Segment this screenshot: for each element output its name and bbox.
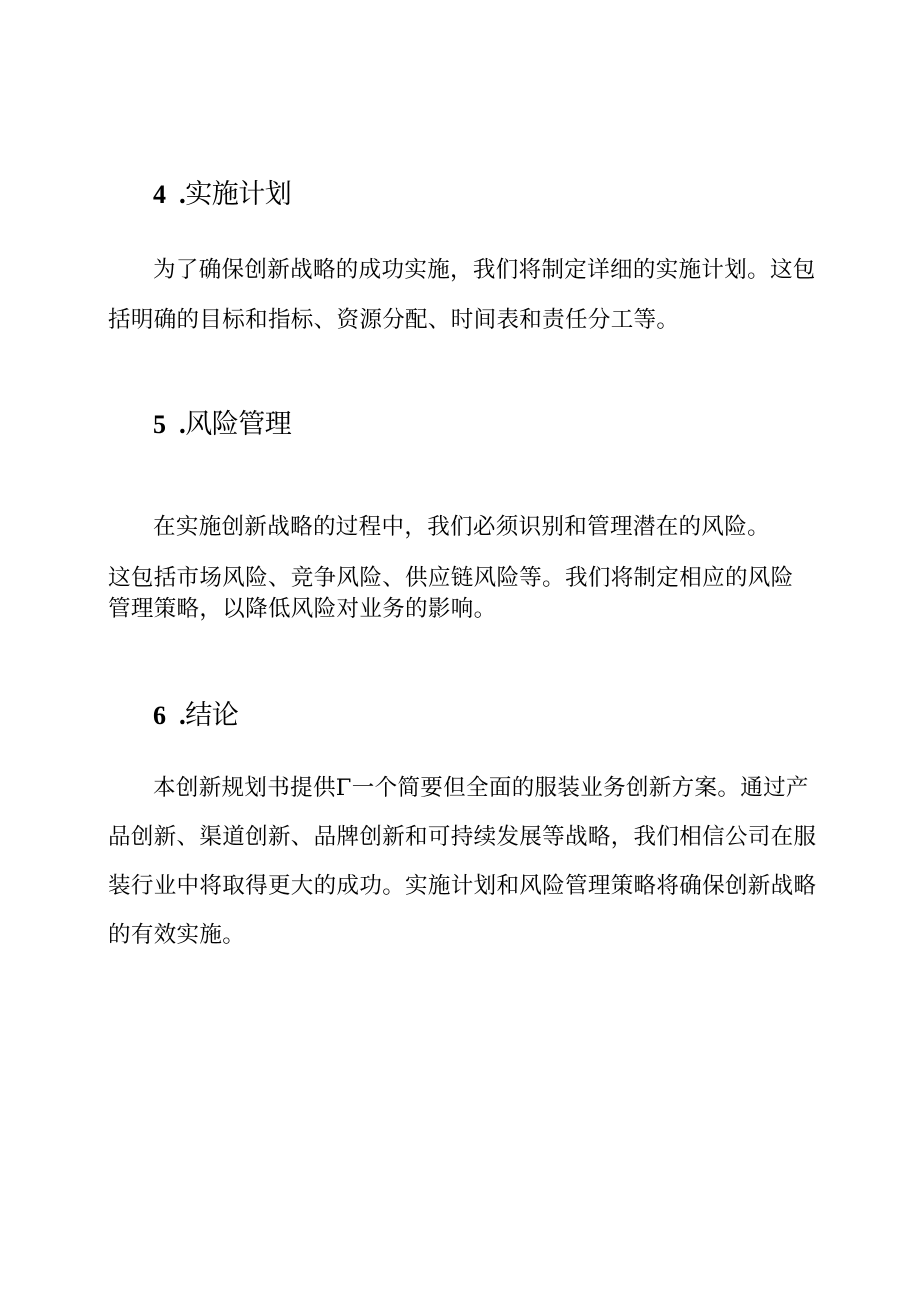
section-title: 结论 [185,700,239,731]
paragraph-line: 为了确保创新战略的成功实施，我们将制定详细的实施计划。这包 [153,257,816,283]
section-dot: . [179,409,186,439]
section-number: 6 [153,701,166,730]
section-number: 5 [153,410,166,439]
section-heading-6 [153,697,238,733]
paragraph-line: 这包括市场风险、竞争风险、供应链风险等。我们将制定相应的风险 [108,565,794,591]
paragraph-line: 本创新规划书提供Γ一个简要但全面的服装业务创新方案。通过产 [153,775,809,801]
paragraph-line: 括明确的目标和指标、资源分配、时间表和责任分工等。 [108,307,680,333]
paragraph-line: 管理策略，以降低风险对业务的影响。 [108,596,497,622]
paragraph-line: 的有效实施。 [108,922,246,948]
paragraph-line: 品创新、渠道创新、品牌创新和可持续发展等战略，我们相信公司在服 [108,824,817,850]
paragraph-line: 在实施创新战略的过程中，我们必须识别和管理潜在的风险。 [153,514,770,540]
section-number: 4 [153,180,166,209]
section-title: 实施计划 [185,179,292,210]
section-heading-4 [153,176,291,212]
section-title: 风险管理 [185,409,292,440]
section-heading-5 [153,406,291,442]
section-dot: . [179,179,186,209]
section-dot: . [179,700,186,730]
paragraph-line: 装行业中将取得更大的成功。实施计划和风险管理策略将确保创新战略 [108,873,817,899]
